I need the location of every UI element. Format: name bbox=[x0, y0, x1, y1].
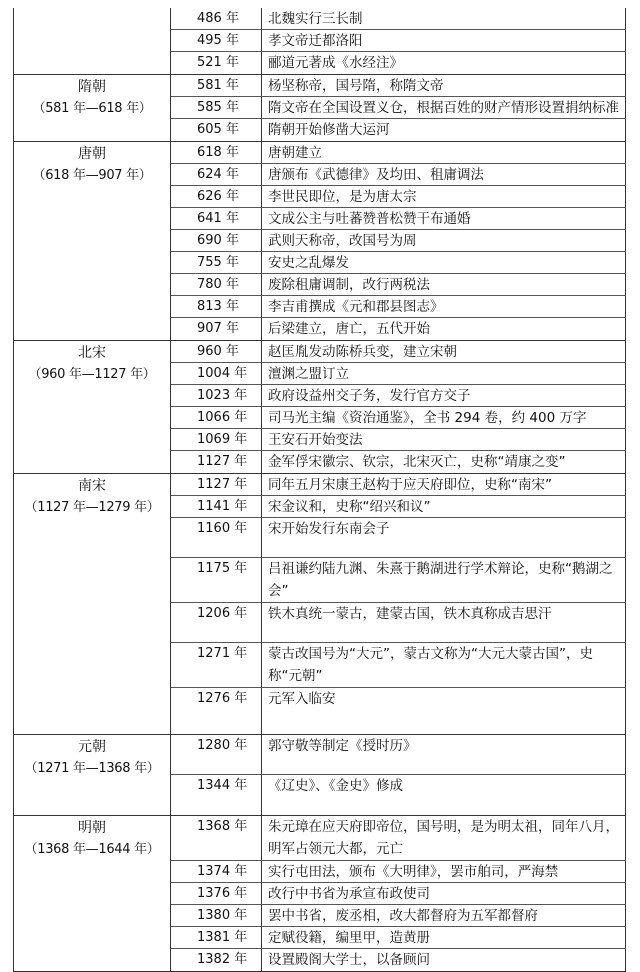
year-cell: 581 年 bbox=[171, 75, 262, 96]
dynasty-range: （581 年—618 年） bbox=[32, 101, 152, 116]
table-row bbox=[171, 407, 626, 429]
group-northern-wei bbox=[13, 8, 626, 75]
group-southern-song bbox=[13, 474, 626, 735]
year-cell: 1376 年 bbox=[171, 883, 262, 904]
table-row bbox=[171, 186, 626, 208]
table-row bbox=[171, 252, 626, 274]
table-row bbox=[171, 927, 626, 949]
year-cell: 626 年 bbox=[171, 186, 262, 207]
year-cell: 1368 年 bbox=[171, 816, 262, 860]
dynasty-name: 北宋 bbox=[78, 345, 106, 361]
year-cell: 960 年 bbox=[171, 341, 262, 362]
dynasty-cell bbox=[13, 474, 171, 734]
event-cell: 司马光主编《资治通鉴》，全书 294 卷，约 400 万字 bbox=[262, 407, 626, 428]
year-cell: 1276 年 bbox=[171, 688, 262, 734]
dynasty-range: （960 年—1127 年） bbox=[28, 367, 156, 382]
table-row bbox=[171, 274, 626, 296]
table-row bbox=[171, 8, 626, 30]
event-cell: 后梁建立，唐亡，五代开始 bbox=[262, 318, 626, 340]
dynasty-cell bbox=[13, 8, 171, 74]
event-cell: 赵匡胤发动陈桥兵变，建立宋朝 bbox=[262, 341, 626, 362]
dynasty-cell bbox=[13, 142, 171, 340]
year-cell: 1069 年 bbox=[171, 429, 262, 450]
table-row bbox=[171, 341, 626, 363]
table-row bbox=[171, 97, 626, 119]
table-row bbox=[171, 816, 626, 861]
table-row bbox=[171, 30, 626, 52]
group-tang bbox=[13, 142, 626, 341]
event-cell: 改行中书省为承宣布政使司 bbox=[262, 883, 626, 904]
table-row bbox=[171, 230, 626, 252]
event-cell: 澶渊之盟订立 bbox=[262, 363, 626, 384]
dynasty-range: （618 年—907 年） bbox=[32, 168, 152, 183]
table-row bbox=[171, 643, 626, 688]
table-row bbox=[171, 296, 626, 318]
table-row bbox=[171, 688, 626, 734]
year-cell: 1271 年 bbox=[171, 643, 262, 687]
event-cell: 设置殿阁大学士，以备顾问 bbox=[262, 949, 626, 971]
table-row bbox=[171, 735, 626, 775]
event-cell: 宋金议和，史称“绍兴和议” bbox=[262, 496, 626, 517]
year-cell: 1206 年 bbox=[171, 603, 262, 642]
dynasty-range: （1127 年—1279 年） bbox=[24, 500, 160, 515]
table-row bbox=[171, 558, 626, 603]
event-cell: 安史之乱爆发 bbox=[262, 252, 626, 273]
group-yuan bbox=[13, 735, 626, 816]
table-row bbox=[171, 949, 626, 971]
group-ming bbox=[13, 816, 626, 972]
event-cell: 文成公主与吐蕃赞普松赞干布通婚 bbox=[262, 208, 626, 229]
dynasty-name: 明朝 bbox=[78, 820, 106, 836]
dynasty-cell bbox=[13, 816, 171, 971]
event-cell: 定赋役籍，编里甲，造黄册 bbox=[262, 927, 626, 948]
event-cell: 隋朝开始修凿大运河 bbox=[262, 119, 626, 141]
table-row bbox=[171, 496, 626, 518]
year-cell: 1004 年 bbox=[171, 363, 262, 384]
year-cell: 1066 年 bbox=[171, 407, 262, 428]
year-cell: 1023 年 bbox=[171, 385, 262, 406]
table-row bbox=[171, 119, 626, 141]
event-cell: 《辽史》、《金史》修成 bbox=[262, 775, 626, 815]
dynasty-range: （1368 年—1644 年） bbox=[24, 842, 160, 857]
year-cell: 605 年 bbox=[171, 119, 262, 141]
year-cell: 690 年 bbox=[171, 230, 262, 251]
event-cell: 实行屯田法，颁布《大明律》，罢市舶司，严海禁 bbox=[262, 861, 626, 882]
dynasty-cell bbox=[13, 75, 171, 141]
dynasty-name: 唐朝 bbox=[78, 146, 106, 162]
event-cell: 武则天称帝，改国号为周 bbox=[262, 230, 626, 251]
event-cell: 孝文帝迁都洛阳 bbox=[262, 30, 626, 51]
table-row bbox=[171, 208, 626, 230]
dynasty-name: 南宋 bbox=[78, 478, 106, 494]
event-cell: 政府设益州交子务，发行官方交子 bbox=[262, 385, 626, 406]
year-cell: 1175 年 bbox=[171, 558, 262, 602]
year-cell: 1280 年 bbox=[171, 735, 262, 774]
year-cell: 585 年 bbox=[171, 97, 262, 118]
table-row bbox=[171, 52, 626, 74]
table-row bbox=[171, 451, 626, 473]
event-cell: 北魏实行三长制 bbox=[262, 8, 626, 29]
dynasty-name: 隋朝 bbox=[78, 79, 106, 95]
event-cell: 铁木真统一蒙古，建蒙古国，铁木真称成吉思汗 bbox=[262, 603, 626, 642]
year-cell: 755 年 bbox=[171, 252, 262, 273]
table-row bbox=[171, 385, 626, 407]
chronology-table bbox=[13, 8, 626, 972]
year-cell: 1127 年 bbox=[171, 474, 262, 495]
event-cell: 郦道元著成《水经注》 bbox=[262, 52, 626, 74]
year-cell: 624 年 bbox=[171, 164, 262, 185]
event-cell: 宋开始发行东南会子 bbox=[262, 518, 626, 557]
event-cell: 同年五月宋康王赵构于应天府即位，史称“南宋” bbox=[262, 474, 626, 495]
year-cell: 1160 年 bbox=[171, 518, 262, 557]
year-cell: 618 年 bbox=[171, 142, 262, 163]
event-cell: 吕祖谦约陆九渊、朱熹于鹅湖进行学术辩论，史称“鹅湖之会” bbox=[262, 558, 626, 602]
event-cell: 李吉甫撰成《元和郡县图志》 bbox=[262, 296, 626, 317]
dynasty-name: 元朝 bbox=[78, 739, 106, 755]
table-row bbox=[171, 429, 626, 451]
year-cell: 780 年 bbox=[171, 274, 262, 295]
table-row bbox=[171, 363, 626, 385]
group-sui bbox=[13, 75, 626, 142]
year-cell: 641 年 bbox=[171, 208, 262, 229]
event-cell: 废除租庸调制，改行两税法 bbox=[262, 274, 626, 295]
year-cell: 1380 年 bbox=[171, 905, 262, 926]
year-cell: 1344 年 bbox=[171, 775, 262, 815]
year-cell: 1141 年 bbox=[171, 496, 262, 517]
year-cell: 1127 年 bbox=[171, 451, 262, 473]
event-cell: 郭守敬等制定《授时历》 bbox=[262, 735, 626, 774]
table-row bbox=[171, 775, 626, 815]
event-cell: 杨坚称帝，国号隋，称隋文帝 bbox=[262, 75, 626, 96]
year-cell: 1382 年 bbox=[171, 949, 262, 971]
year-cell: 486 年 bbox=[171, 8, 262, 29]
event-cell: 朱元璋在应天府即帝位，国号明，是为明太祖，同年八月，明军占领元大都，元亡 bbox=[262, 816, 626, 860]
dynasty-cell bbox=[13, 341, 171, 473]
year-cell: 813 年 bbox=[171, 296, 262, 317]
event-cell: 唐颁布《武德律》及均田、租庸调法 bbox=[262, 164, 626, 185]
table-row bbox=[171, 518, 626, 558]
table-row bbox=[171, 164, 626, 186]
event-cell: 蒙古改国号为“大元”，蒙古文称为“大元大蒙古国”，史称“元朝” bbox=[262, 643, 626, 687]
table-row bbox=[171, 474, 626, 496]
event-cell: 李世民即位，是为唐太宗 bbox=[262, 186, 626, 207]
event-cell: 金军俘宋徽宗、钦宗，北宋灭亡，史称“靖康之变” bbox=[262, 451, 626, 473]
table-row bbox=[171, 883, 626, 905]
table-row bbox=[171, 905, 626, 927]
dynasty-range: （1271 年—1368 年） bbox=[24, 761, 160, 776]
event-cell: 罢中书省，废丞相，改大都督府为五军都督府 bbox=[262, 905, 626, 926]
dynasty-cell bbox=[13, 735, 171, 815]
year-cell: 907 年 bbox=[171, 318, 262, 340]
table-row bbox=[171, 142, 626, 164]
group-northern-song bbox=[13, 341, 626, 474]
event-cell: 唐朝建立 bbox=[262, 142, 626, 163]
table-row bbox=[171, 318, 626, 340]
event-cell: 王安石开始变法 bbox=[262, 429, 626, 450]
table-row bbox=[171, 75, 626, 97]
year-cell: 1374 年 bbox=[171, 861, 262, 882]
table-row bbox=[171, 861, 626, 883]
year-cell: 521 年 bbox=[171, 52, 262, 74]
table-row bbox=[171, 603, 626, 643]
event-cell: 元军入临安 bbox=[262, 688, 626, 734]
year-cell: 1381 年 bbox=[171, 927, 262, 948]
year-cell: 495 年 bbox=[171, 30, 262, 51]
event-cell: 隋文帝在全国设置义仓，根据百姓的财产情形设置捐纳标准 bbox=[262, 97, 626, 118]
